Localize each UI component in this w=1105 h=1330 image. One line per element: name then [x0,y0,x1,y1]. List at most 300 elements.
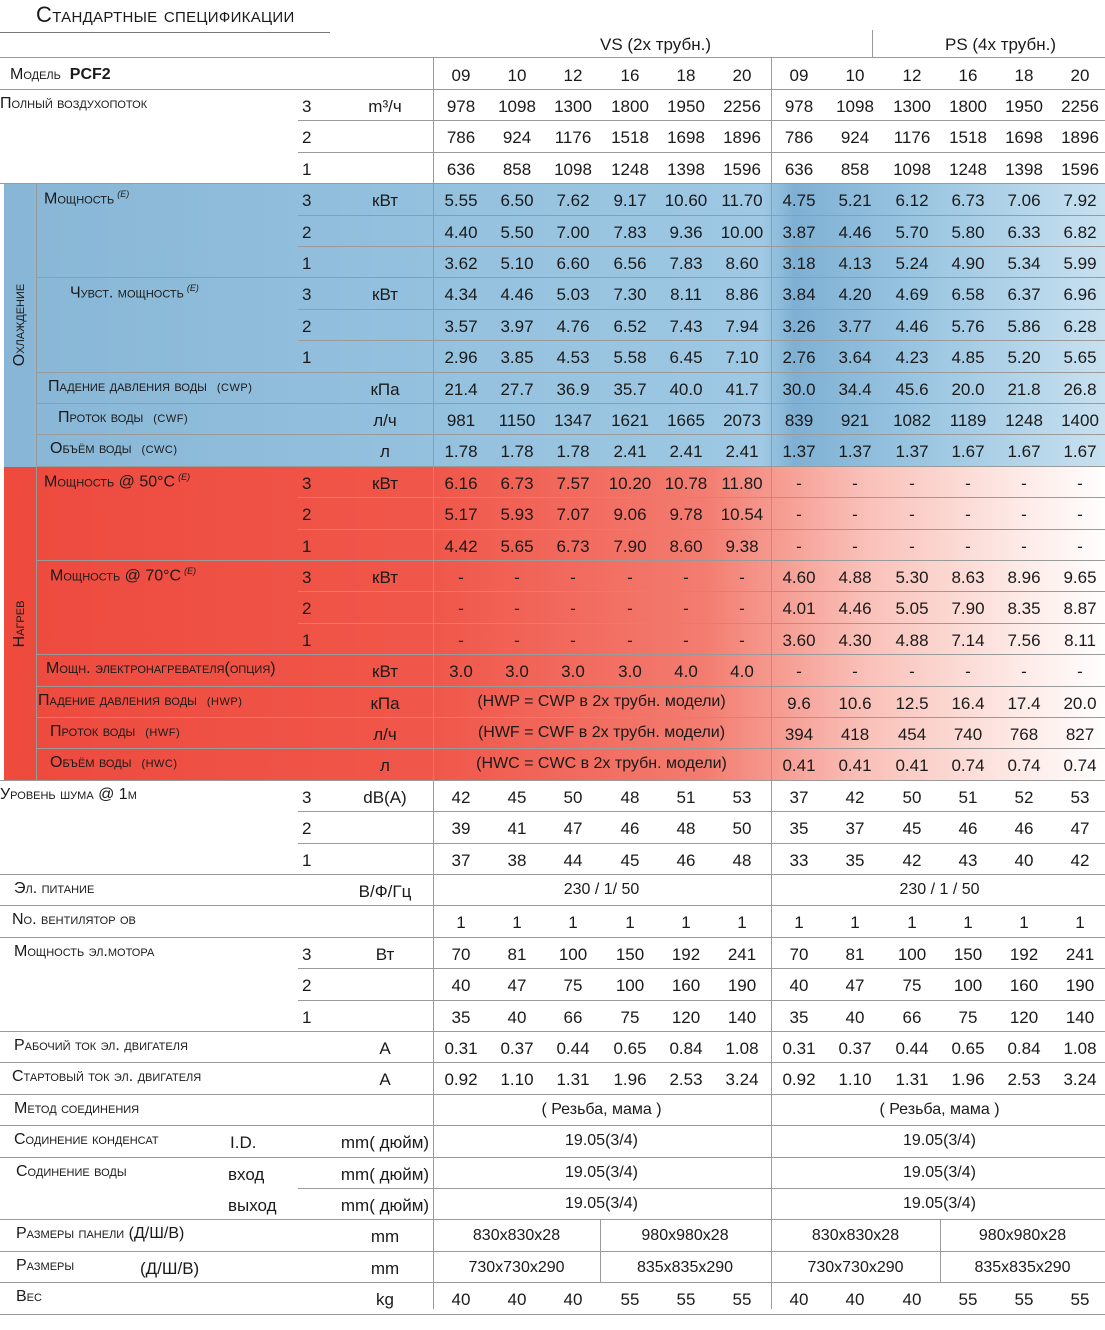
value-cell: 1665 [667,411,705,430]
value-cell: - [852,662,858,682]
grid-line [36,686,1105,687]
row-level: 3 [302,191,312,211]
value-cell: 1 [681,913,691,933]
value-cell: 192 [671,944,701,964]
value-cell: 2.41 [613,442,647,462]
grid-line [0,89,1105,90]
value-cell: 4.30 [838,630,872,650]
grid-line [298,811,1105,812]
row-label: Вес [16,1288,42,1306]
value-cell: 7.10 [725,348,759,368]
value-cell: 75 [902,976,922,996]
value-cell: 4.40 [444,222,478,242]
value-cell: 55 [958,1290,978,1310]
value-cell: 1.78 [444,442,478,462]
value-cell: 21.4 [444,379,478,399]
value-cell: 17.4 [1007,693,1041,713]
value-cell: 1.08 [725,1039,759,1058]
value-cell: 0.44 [895,1039,929,1058]
ps-merged-cell: 19.05(3/4) [903,1132,976,1150]
value-cell: 35 [451,1007,471,1027]
vs-merged-cell: ( Резьба, мама ) [541,1100,662,1118]
value-cell: 1 [568,913,578,933]
value-cell: 55 [1070,1290,1090,1310]
value-cell: 3.60 [782,630,816,650]
value-cell: 7.94 [725,316,759,336]
size-header: 12 [902,66,922,85]
value-cell: 39 [451,819,471,839]
value-cell: 46 [676,850,696,870]
value-cell: 40 [507,1007,527,1027]
value-cell: 1950 [1005,97,1043,116]
row-code: (CWF) [153,413,189,425]
value-cell: 1098 [498,97,536,116]
value-cell: 768 [1009,725,1039,744]
value-cell: 1098 [836,97,874,116]
value-cell: 192 [1009,944,1039,964]
size-header: 10 [507,66,527,85]
value-cell: 1 [907,913,917,933]
value-cell: 6.50 [500,191,534,211]
value-cell: 5.65 [1063,348,1097,368]
value-cell: 190 [1065,976,1095,996]
row-unit: кВт [372,473,398,493]
value-cell: 4.53 [556,348,590,368]
value-cell: - [909,505,915,525]
value-cell: 1698 [667,128,705,148]
grid-line [298,1000,1105,1001]
value-cell: 51 [958,787,978,807]
value-cell: 12.5 [895,693,929,713]
page-title: Стандартные спецификации [36,2,295,27]
row-label: Размеры панели (Д/Ш/В) [16,1225,185,1243]
value-cell: 4.85 [951,348,985,368]
value-cell: 4.46 [838,222,872,242]
value-cell: 9.78 [669,505,703,525]
section-cooling: Охлаждение [11,283,28,367]
row-label: Полный воздухопоток [0,95,148,112]
value-cell: 6.12 [895,191,929,211]
value-cell: 2.76 [782,348,816,368]
vs-merged-cell: (HWC = CWC в 2х трубн. модели) [476,755,727,773]
value-cell: 2256 [1061,97,1099,116]
value-cell: 6.60 [556,254,590,273]
value-cell: 1150 [498,411,536,430]
row-code: (CWC) [141,444,178,457]
row-label: Эл. питание [14,880,95,897]
row-unit: mm( дюйм) [340,1164,430,1184]
value-cell: - [739,568,745,587]
value-cell: 10.78 [664,473,708,493]
value-cell: 6.37 [1007,285,1041,305]
value-cell: 75 [620,1007,640,1027]
value-cell: - [627,568,633,587]
value-cell: 7.83 [669,254,703,273]
value-cell: 1596 [723,159,761,179]
value-cell: 8.11 [670,285,702,305]
grid-line [36,560,1105,561]
value-cell: - [514,599,520,619]
dimension-cell: 830x830x28 [472,1227,561,1245]
value-cell: - [965,473,971,493]
value-cell: 3.26 [782,316,816,336]
value-cell: - [965,662,971,682]
row-unit: л/ч [373,411,397,430]
row-level: (Д/Ш/В) [140,1258,200,1278]
grid-line [298,340,1105,341]
value-cell: 6.58 [951,285,985,305]
value-cell: 5.30 [895,568,929,587]
value-cell: 140 [727,1007,757,1027]
value-cell: - [852,536,858,556]
dimension-cell: 980x980x28 [978,1227,1067,1245]
value-cell: 37 [845,819,865,839]
value-cell: 5.05 [895,599,929,619]
value-cell: 8.35 [1007,599,1041,619]
row-unit: mm( дюйм) [340,1196,430,1215]
value-cell: 1800 [611,97,649,116]
value-cell: 1800 [949,97,987,116]
value-cell: 30.0 [782,379,816,399]
value-cell: - [627,599,633,619]
value-cell: 40 [789,976,809,996]
row-label: Уровень шума @ 1m [0,785,137,803]
value-cell: 5.17 [444,505,478,525]
value-cell: 9.06 [613,505,647,525]
vs-merged-cell: (HWF = CWF в 2х трубн. модели) [477,724,726,741]
grid-line [298,497,1105,498]
value-cell: 40 [507,1290,527,1310]
row-level: 1 [302,630,312,650]
row-label: Падение давления воды (HWP) [38,691,243,709]
value-cell: 4.0 [674,662,698,682]
value-cell: 50 [732,819,752,839]
value-cell: 1082 [893,411,931,430]
row-unit: kg [376,1290,394,1310]
row-level: 2 [302,599,312,619]
value-cell: 35.7 [613,379,647,399]
grid-line [36,183,37,780]
value-cell: 81 [507,944,527,964]
value-cell: 978 [446,97,476,116]
vs-merged-cell: 19.05(3/4) [565,1195,638,1212]
grid-line [36,466,1105,467]
value-cell: 2256 [723,97,761,116]
value-cell: 3.57 [444,316,478,336]
value-cell: - [570,568,576,587]
grid-line [0,1314,1105,1315]
value-cell: 1248 [611,159,649,179]
value-cell: - [796,505,802,525]
value-cell: 6.45 [669,348,703,368]
grid-line [0,1157,1105,1158]
value-cell: 3.0 [449,662,473,682]
value-cell: 10.54 [720,505,764,525]
value-cell: 3.62 [444,254,478,273]
row-level: I.D. [230,1133,257,1153]
row-label: Мощность @ 50°C $^{(E)}$ [44,471,191,491]
value-cell: 2.96 [444,348,478,368]
value-cell: 7.06 [1007,191,1041,211]
value-cell: 10.60 [664,191,708,211]
grid-line [771,57,772,1309]
value-cell: 1950 [667,97,705,116]
row-unit: mm( дюйм) [340,1133,430,1153]
grid-line [0,874,1105,875]
value-cell: 1 [850,913,860,933]
value-cell: 1 [794,913,804,933]
value-cell: 827 [1065,725,1095,744]
grid-line [298,309,1105,310]
row-level: 1 [302,159,312,179]
dimension-cell: 980x980x28 [641,1227,729,1245]
value-cell: 7.83 [613,222,647,242]
value-cell: 1.67 [1063,442,1097,462]
value-cell: 241 [727,944,757,964]
value-cell: 1 [1075,913,1085,933]
value-cell: - [739,630,745,650]
value-cell: 1 [737,913,747,933]
value-cell: 1.10 [838,1070,872,1090]
value-cell: 740 [953,725,983,744]
value-cell: 10.00 [720,222,764,242]
value-cell: 100 [558,944,588,964]
value-cell: 839 [784,411,814,430]
grid-line [36,277,1105,278]
value-cell: 0.31 [782,1039,816,1058]
value-cell: 66 [902,1007,922,1027]
row-level: 1 [302,348,312,368]
value-cell: - [965,536,971,556]
vs-group-header: VS (2x трубн.) [600,35,711,54]
value-cell: - [458,630,464,650]
value-cell: 8.96 [1007,568,1041,587]
grid-line [36,403,1105,404]
value-cell: 26.8 [1063,379,1097,399]
model-label: Модель PCF2 [10,66,111,83]
value-cell: 6.56 [613,254,647,273]
value-cell: 4.0 [730,662,754,682]
value-cell: 1 [512,913,522,933]
value-cell: 40.0 [669,379,703,399]
row-level: 2 [302,819,312,839]
row-level: 2 [302,128,312,148]
row-level: выход [228,1196,277,1215]
value-cell: 981 [446,411,476,430]
row-unit: dB(A) [363,787,407,807]
value-cell: 42 [1070,850,1090,870]
value-cell: 0.37 [838,1039,872,1058]
grid-line [36,434,1105,435]
value-cell: 10.20 [608,473,652,493]
value-cell: 0.65 [951,1039,985,1058]
size-header: 18 [1014,66,1034,85]
value-cell: 454 [897,725,927,744]
value-cell: 45.6 [895,379,929,399]
row-label: Метод соединения [14,1099,140,1117]
size-header: 16 [958,66,978,85]
row-unit: A [379,1070,391,1090]
value-cell: 4.23 [895,348,929,368]
value-cell: 3.18 [782,254,816,273]
value-cell: 8.60 [669,536,703,556]
value-cell: 7.56 [1007,630,1041,650]
title-underline [0,32,330,33]
value-cell: 0.74 [1063,756,1097,776]
value-cell: 1.31 [556,1070,590,1090]
row-label: Мощность эл.мотора [14,942,155,960]
value-cell: 7.07 [556,505,590,525]
value-cell: 1896 [1061,128,1099,148]
value-cell: 50 [902,787,922,807]
value-cell: 0.84 [669,1039,703,1058]
value-cell: 66 [563,1007,583,1027]
value-cell: 394 [784,725,814,744]
value-cell: - [570,630,576,650]
value-cell: 0.41 [895,756,929,776]
value-cell: 8.86 [725,285,759,305]
value-cell: 11.70 [721,191,763,211]
value-cell: 241 [1065,944,1095,964]
ps-group-header: PS (4x трубн.) [945,35,1056,54]
value-cell: 7.90 [951,599,985,619]
value-cell: 9.6 [787,693,811,713]
row-level: 1 [302,536,312,556]
row-level: 3 [302,568,312,587]
value-cell: 9.17 [613,191,647,211]
value-cell: - [570,599,576,619]
value-cell: - [514,630,520,650]
value-cell: - [1021,473,1027,493]
grid-line [36,748,1105,749]
value-cell: - [909,473,915,493]
value-cell: 786 [784,128,814,148]
value-cell: 9.65 [1063,568,1097,587]
row-unit: л [380,756,390,776]
value-cell: 5.86 [1007,316,1041,336]
grid-line [0,905,1105,906]
value-cell: 5.24 [895,254,929,273]
value-cell: 50 [563,787,583,807]
row-label: Содинение воды [16,1162,127,1180]
value-cell: 100 [615,976,645,996]
value-cell: 10.6 [838,693,872,713]
value-cell: - [909,662,915,682]
row-code: (CWP) [216,381,253,394]
value-cell: 1.08 [1063,1039,1097,1058]
value-cell: 0.41 [782,756,816,776]
value-cell: 6.73 [556,536,590,556]
row-unit: кВт [372,285,398,305]
size-header: 12 [563,66,583,85]
value-cell: - [1077,662,1083,682]
value-cell: 7.92 [1063,191,1097,211]
value-cell: 4.90 [951,254,985,273]
value-cell: 40 [845,1007,865,1027]
grid-line [0,183,1105,184]
section-heating: Нагрев [11,600,28,647]
row-level: 2 [302,222,312,242]
value-cell: 1.78 [556,442,590,462]
value-cell: 47 [507,976,527,996]
value-cell: 36.9 [556,379,590,399]
row-unit: кВт [372,191,398,211]
vs-merged-cell: 19.05(3/4) [565,1163,638,1181]
value-cell: 7.43 [669,316,703,336]
row-level: 3 [302,97,312,116]
value-cell: 4.13 [838,254,872,273]
value-cell: 45 [507,787,527,807]
value-cell: 100 [897,944,927,964]
value-cell: 1596 [1061,159,1099,179]
value-cell: 924 [502,128,532,148]
value-cell: 100 [953,976,983,996]
value-cell: 1 [963,913,973,933]
value-cell: 75 [958,1007,978,1027]
row-unit: л [380,442,390,462]
grid-line [433,57,434,1309]
value-cell: 3.24 [1063,1070,1097,1090]
value-cell: 5.80 [951,222,985,242]
row-label: Размеры [16,1256,75,1274]
value-cell: 42 [902,850,922,870]
value-cell: 53 [732,787,752,807]
row-unit: кПа [370,693,400,713]
value-cell: 636 [446,159,476,179]
row-label: Рабочий ток эл. двигателя [14,1037,188,1054]
value-cell: - [739,599,745,619]
grid-line [940,1219,941,1282]
value-cell: 6.82 [1063,222,1097,242]
value-cell: 636 [784,159,814,179]
row-code: (HWP) [206,695,243,708]
vs-merged-cell: (HWP = CWP в 2х трубн. модели) [477,692,726,710]
model-name: PCF2 [69,66,111,83]
value-cell: 0.65 [613,1039,647,1058]
value-cell: 9.38 [725,536,759,556]
size-header: 18 [676,66,696,85]
value-cell: - [1021,662,1027,682]
value-cell: 1896 [723,128,761,148]
value-cell: 46 [620,819,640,839]
value-cell: 40 [845,1290,865,1310]
value-cell: 40 [789,1290,809,1310]
value-cell: 7.62 [556,191,590,211]
value-cell: 3.0 [561,662,585,682]
row-level: 1 [302,850,312,870]
value-cell: 0.41 [838,756,872,776]
value-cell: 5.55 [444,191,478,211]
value-cell: 5.58 [613,348,647,368]
value-cell: 2.53 [669,1070,703,1090]
grid-line [298,623,1105,624]
value-cell: 38 [507,850,527,870]
value-cell: 1.78 [500,442,534,462]
row-level: 2 [302,505,312,525]
value-cell: 2073 [723,411,761,430]
value-cell: 47 [845,976,865,996]
value-cell: 35 [789,819,809,839]
grid-line [298,843,1105,844]
value-cell: 1.67 [951,442,985,462]
value-cell: 418 [840,725,870,744]
value-cell: - [796,536,802,556]
row-label: Стартовый ток эл. двигателя [12,1068,202,1086]
value-cell: 48 [676,819,696,839]
value-cell: 4.88 [895,630,929,650]
value-cell: 190 [727,976,757,996]
value-cell: 3.85 [500,348,534,368]
